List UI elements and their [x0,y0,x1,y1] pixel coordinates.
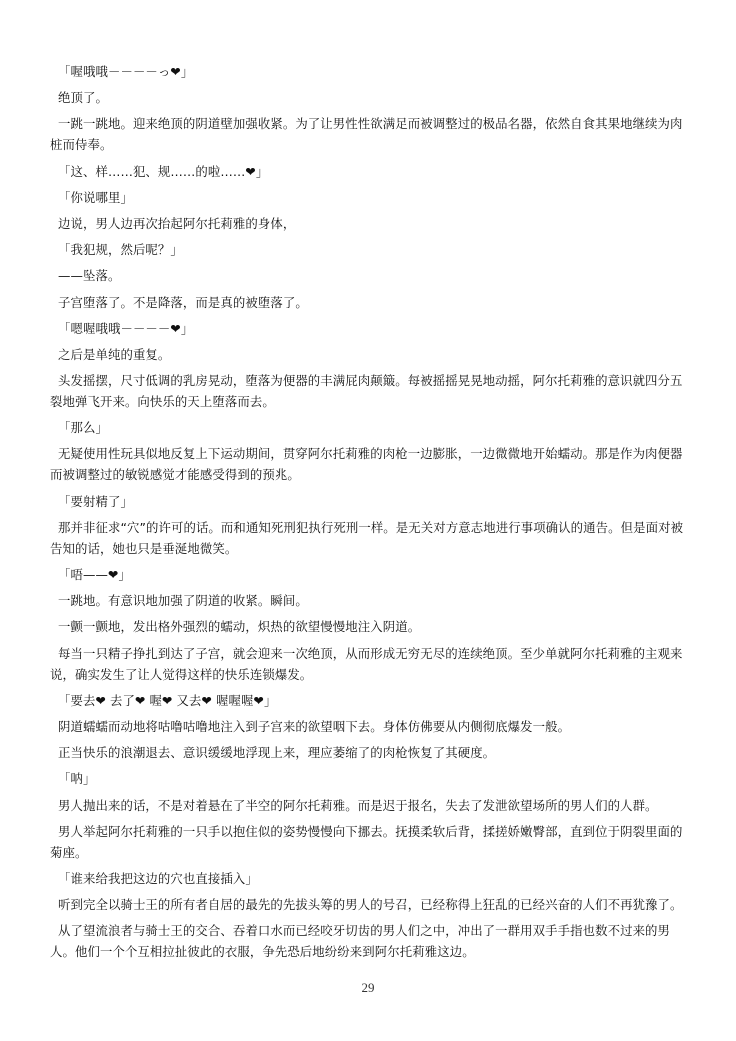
paragraph: 从了望流浪者与骑士王的交合、吞着口水而已经咬牙切齿的男人们之中，冲出了一群用双手手指也数不过来的男人。他们一个个互相拉扯彼此的衣服，争先恐后地纷纷来到阿尔托莉雅这边。 [50,923,671,960]
page-number: 29 [361,980,375,995]
document-body [50,61,692,967]
paragraph: 听到完全以骑士王的所有者自居的最先的先拔头筹的男人的号召，已经称得上狂乱的已经兴奋的人们不再犹豫了。 [58,897,683,913]
paragraph: 边说，男人边再次抬起阿尔托莉雅的身体， [58,215,296,231]
paragraph: 「我犯规，然后呢？」 [58,242,183,258]
paragraph: 「唔——❤」 [58,567,131,582]
paragraph: 「谁来给我把这边的穴也直接插入」 [58,870,258,886]
paragraph: ——坠落。 [58,268,121,284]
paragraph: 「嗯喔哦哦－－－－❤」 [58,320,194,336]
paragraph: 一颤一颤地，发出格外强烈的蠕动，炽热的欲望慢慢地注入阴道。 [58,619,421,635]
paragraph: 「那么」 [58,420,108,436]
paragraph: 一跳一跳地。迎来绝顶的阴道壁加强收紧。为了让男性性欲满足而被调整过的极品名器，依然自食其果地继续为肉桩而侍奉。 [50,116,683,153]
paragraph: 「要去❤ 去了❤ 喔❤ 又去❤ 喔喔喔❤」 [58,692,277,708]
paragraph: 正当快乐的浪潮退去、意识缓缓地浮现上来，理应萎缩了的肉枪恢复了其硬度。 [58,745,496,761]
paragraph: 每当一只精子挣扎到达了子宫，就会迎来一次绝顶，从而形成无穷无尽的连续绝顶。至少单就阿尔托莉雅的主观来说，确实发生了让人觉得这样的快乐连锁爆发。 [50,645,683,682]
paragraph: 男人抛出来的话，不是对着悬在了半空的阿尔托莉雅。而是迟于报名，失去了发泄欲望场所的男人们的人群。 [58,797,658,813]
paragraph: 绝顶了。 [58,90,108,106]
paragraph: 「这、样……犯、规……的啦……❤」 [58,163,269,179]
paragraph: 子宫堕落了。不是降落，而是真的被堕落了。 [58,294,308,310]
paragraph: 阴道蠕蠕而动地将咕噜咕噜地注入到子宫来的欲望咽下去。身体仿佛要从内侧彻底爆发一般。 [58,718,571,734]
paragraph: 头发摇摆，尺寸低调的乳房晃动，堕落为便器的丰满屁肉颠簸。每被摇摇晃晃地动摇，阿尔托莉雅的意识就四分五裂地弹飞开来。向快乐的天上堕落而去。 [50,373,683,410]
paragraph: 「呐」 [58,771,96,787]
paragraph: 「要射精了」 [58,493,133,509]
paragraph: 「你说哪里」 [58,189,133,205]
paragraph: 之后是单纯的重复。 [58,346,171,362]
paragraph: 一跳地。有意识地加强了阴道的收紧。瞬间。 [58,593,308,609]
paragraph: 那并非征求“穴”的许可的话。而和通知死刑犯执行死刑一样。是无关对方意志地进行事项确认的通告。但是面对被告知的话，她也只是垂涎地微笑。 [50,519,684,556]
paragraph: 「喔哦哦－－－－っ❤」 [58,64,194,79]
paragraph: 男人举起阿尔托莉雅的一只手以抱住似的姿势慢慢向下挪去。抚摸柔软后背，揉搓娇嫩臀部，直到位于阴裂里面的菊座。 [50,823,683,860]
paragraph: 无疑使用性玩具似地反复上下运动期间，贯穿阿尔托莉雅的肉枪一边膨胀，一边微微地开始蠕动。那是作为肉便器而被调整过的敏锐感觉才能感受得到的预兆。 [50,446,683,483]
